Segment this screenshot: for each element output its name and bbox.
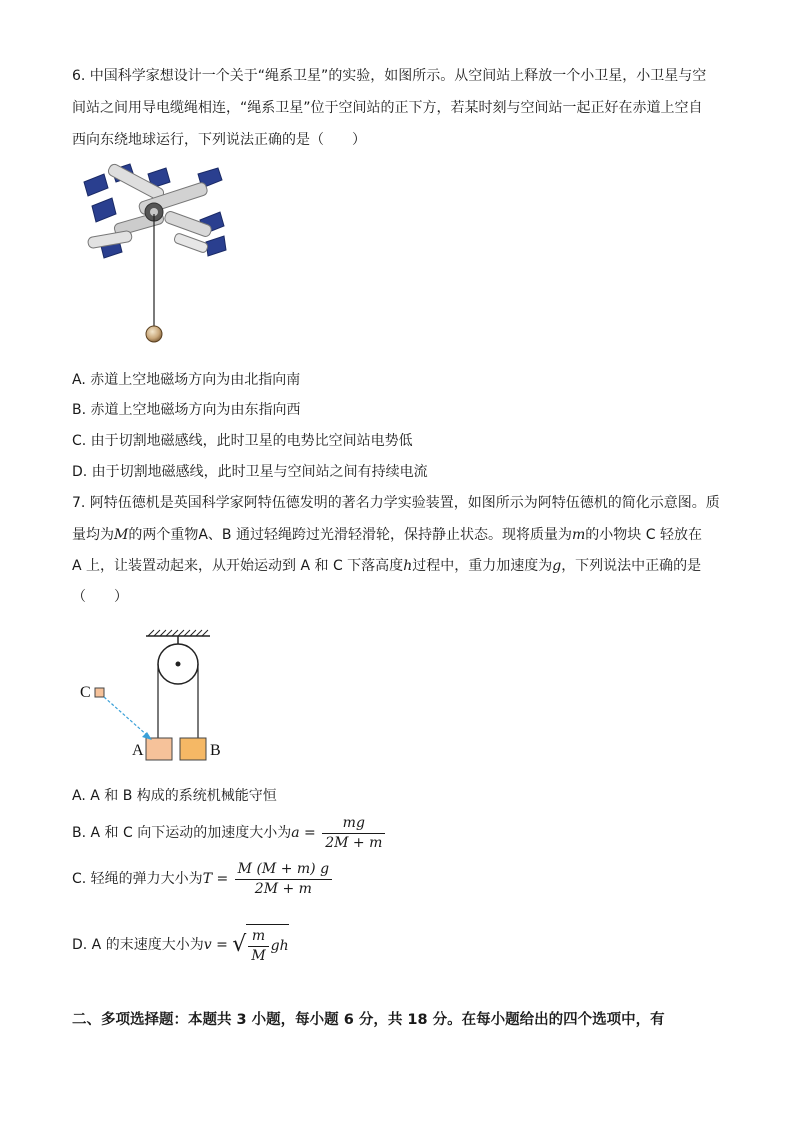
sqrt-sign: √: [232, 932, 247, 957]
block-b: [180, 738, 206, 760]
q7-option-c[interactable]: C. 轻绳的弹力大小为T = $\frac{M (M + m) g}{2M + m}$: [72, 860, 334, 898]
q6-option-b[interactable]: B. 赤道上空地磁场方向为由东指向西: [72, 402, 301, 418]
solar-panel: [84, 174, 108, 196]
q6-option-a[interactable]: A. 赤道上空地磁场方向为由北指向南: [72, 372, 301, 388]
pulley-axle: [176, 662, 181, 667]
dashed-arrow: [104, 697, 148, 736]
q7-stem-line3: A 上，让装置动起来，从开始运动到 A 和 C 下落高度h过程中，重力加速度为g，下列说法中正确的是: [72, 558, 702, 574]
q7-option-b[interactable]: B. A 和 C 向下运动的加速度大小为a = $\frac{mg}{2M + m}$: [72, 814, 387, 852]
q6-stem-line2: 间站之间用导电缆绳相连，“绳系卫星”位于空间站的正下方，若某时刻与空间站一起正好在赤道上空自: [72, 100, 703, 116]
station-module: [163, 210, 212, 238]
block-a: [146, 738, 172, 760]
block-c: [95, 688, 104, 697]
solar-panel: [92, 198, 116, 222]
fraction: $\frac{M (M + m) g}{2M + m}$: [235, 861, 332, 898]
q7-option-d[interactable]: D. A 的末速度大小为v = √ $\frac{m}{M}$ gh: [72, 924, 289, 966]
small-satellite: [146, 326, 162, 342]
space-station-figure: [78, 162, 228, 350]
fraction: $\frac{mg}{2M + m}$: [322, 815, 385, 852]
q6-option-c[interactable]: C. 由于切割地磁感线，此时卫星的电势比空间站电势低: [72, 433, 413, 449]
q7-stem-line2: 量均为M的两个重物A、B 通过轻绳跨过光滑轻滑轮，保持静止状态。现将质量为m的小物块 C 轻放在: [72, 527, 702, 543]
q7-stem-line4: （ ）: [72, 589, 128, 605]
atwood-machine-figure: [72, 626, 242, 768]
section2-heading: 二、多项选择题：本题共 3 小题，每小题 6 分，共 18 分。在每小题给出的四个选项中，有: [72, 1012, 665, 1028]
label-c: C: [80, 684, 91, 701]
sqrt-radicand: $\frac{m}{M}$ gh: [246, 924, 288, 966]
q6-stem-line3: 西向东绕地球运行，下列说法正确的是（ ）: [72, 132, 366, 148]
label-b: B: [210, 742, 221, 759]
q6-stem-line1: 6. 中国科学家想设计一个关于“绳系卫星”的实验，如图所示。从空间站上释放一个小卫星，小卫星与空: [72, 68, 707, 84]
q7-stem-line1: 7. 阿特伍德机是英国科学家阿特伍德发明的著名力学实验装置，如图所示为阿特伍德机的简化示意图。质: [72, 495, 720, 511]
q7-option-a[interactable]: A. A 和 B 构成的系统机械能守恒: [72, 788, 277, 804]
label-a: A: [132, 742, 144, 759]
solar-panel: [206, 236, 226, 256]
q6-option-d[interactable]: D. 由于切割地磁感线，此时卫星与空间站之间有持续电流: [72, 464, 428, 480]
